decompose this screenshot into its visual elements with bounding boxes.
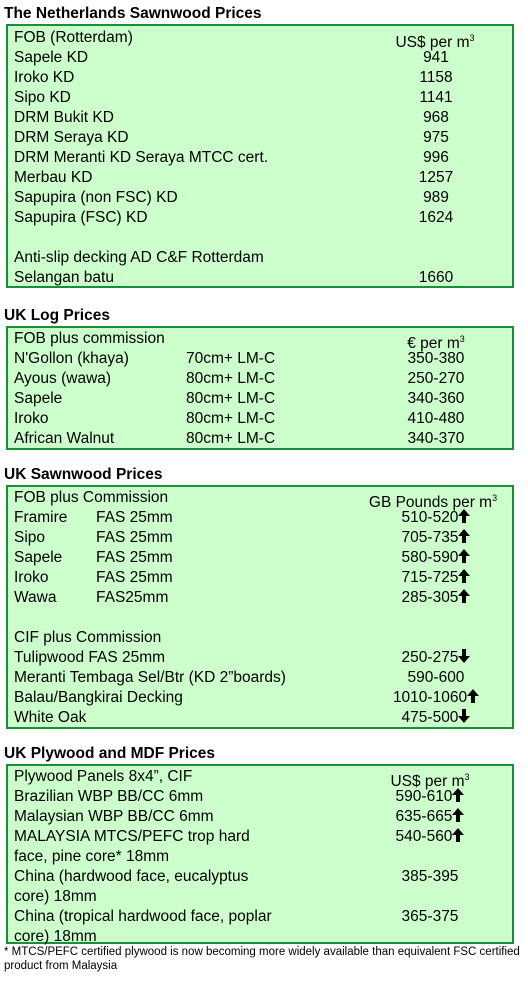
table-row-continuation: core) 18mm xyxy=(14,928,97,945)
row-name: Sipo KD xyxy=(14,89,71,106)
arrow-up-icon xyxy=(452,828,464,842)
row-price: 250-270 xyxy=(407,370,465,387)
row-name: Iroko xyxy=(14,410,49,427)
row-price: 715-725 xyxy=(376,568,496,588)
row-name: Malaysian WBP BB/CC 6mm xyxy=(14,808,214,825)
table-row xyxy=(14,108,508,128)
arrow-down-icon xyxy=(458,649,470,663)
table-row xyxy=(14,907,508,927)
row-price: 410-480 xyxy=(407,410,465,427)
nl-decking-label: Anti-slip decking AD C&F Rotterdam xyxy=(14,249,264,266)
row-price: 350-380 xyxy=(407,350,465,367)
table-row xyxy=(14,188,508,208)
log-header-unit: € per $m^3$ xyxy=(407,334,465,352)
row-spec: 80cm+ LM-C xyxy=(186,390,276,407)
row-price: 590-600 xyxy=(407,669,465,686)
row-spec: FAS 25mm xyxy=(96,549,173,566)
saw-section-title: UK Sawnwood Prices xyxy=(4,466,163,483)
row-spec: FAS25mm xyxy=(96,589,169,606)
row-price: 705-735 xyxy=(376,528,496,548)
row-price: 580-590 xyxy=(376,548,496,568)
table-row xyxy=(14,409,508,429)
table-row xyxy=(14,349,508,369)
row-name: Tulipwood FAS 25mm xyxy=(14,649,166,666)
row-name: Sapupira (non FSC) KD xyxy=(14,189,178,206)
table-row xyxy=(14,688,508,708)
nl-header-row xyxy=(14,28,508,51)
table-row xyxy=(14,168,508,188)
arrow-up-icon xyxy=(458,569,470,583)
table-row xyxy=(14,508,508,528)
row-name: Ayous (wawa) xyxy=(14,370,112,387)
row-spec: FAS 25mm xyxy=(96,529,173,546)
table-row xyxy=(14,807,508,827)
row-spec: 80cm+ LM-C xyxy=(186,370,276,387)
arrow-up-icon xyxy=(452,808,464,822)
table-row: Selangan batu 1660 xyxy=(14,269,454,286)
row-name: Sapele xyxy=(14,390,63,407)
row-name: DRM Meranti KD Seraya MTCC cert. xyxy=(14,149,269,166)
row-spec: FAS 25mm xyxy=(96,509,173,526)
log-price-table xyxy=(6,326,514,450)
row-name: Merbau KD xyxy=(14,169,93,186)
ply-header-unit: US$ per $m^3$ xyxy=(390,772,470,790)
nl-price-table xyxy=(6,24,514,288)
row-name: China (tropical hardwood face, poplar xyxy=(14,908,272,925)
table-row xyxy=(14,88,508,108)
table-row xyxy=(14,787,508,807)
saw-header-row xyxy=(14,488,508,511)
row-price: 996 xyxy=(423,149,449,166)
arrow-up-icon xyxy=(452,788,464,802)
row-price: 1257 xyxy=(418,169,454,186)
arrow-down-icon xyxy=(458,709,470,723)
table-row xyxy=(14,68,508,88)
row-name: Meranti Tembaga Sel/Btr (KD 2”boards) xyxy=(14,669,286,686)
ply-price-table xyxy=(6,764,514,944)
row-price: 941 xyxy=(423,49,449,66)
row-price: 540-560 xyxy=(370,827,490,847)
footnote: * MTCS/PEFC certified plywood is now becoming more widely available than equivalent FSC certified product from Malaysia xyxy=(4,946,520,972)
row-name: China (hardwood face, eucalyptus xyxy=(14,868,249,885)
row-name: Wawa xyxy=(14,589,57,606)
row-price: 1141 xyxy=(419,89,453,106)
row-name: Brazilian WBP BB/CC 6mm xyxy=(14,788,204,805)
table-row xyxy=(14,429,508,449)
row-name: Sapele KD xyxy=(14,49,89,66)
row-price: 975 xyxy=(423,129,449,146)
row-name: Sapupira (FSC) KD xyxy=(14,209,148,226)
nl-header-label: FOB (Rotterdam) xyxy=(14,29,133,46)
saw-cif-label: CIF plus Commission xyxy=(14,629,162,646)
table-row xyxy=(14,528,508,548)
row-name: DRM Seraya KD xyxy=(14,129,129,146)
table-row xyxy=(14,827,508,847)
nl-section-title: The Netherlands Sawnwood Prices xyxy=(4,5,262,22)
table-row xyxy=(14,668,508,688)
saw-header-label: FOB plus Commission xyxy=(14,489,169,506)
ply-header-row xyxy=(14,767,508,790)
table-row xyxy=(14,208,508,228)
arrow-up-icon xyxy=(458,509,470,523)
row-price: 385-395 xyxy=(401,868,459,885)
row-name: MALAYSIA MTCS/PEFC trop hard xyxy=(14,828,250,845)
table-row xyxy=(14,568,508,588)
row-name: DRM Bukit KD xyxy=(14,109,114,126)
table-row xyxy=(14,369,508,389)
arrow-up-icon xyxy=(458,529,470,543)
table-row xyxy=(14,867,508,887)
log-section-title: UK Log Prices xyxy=(4,307,110,324)
row-name: Sipo xyxy=(14,529,46,546)
table-row xyxy=(14,148,508,168)
row-price: 635-665 xyxy=(370,807,490,827)
row-price: 590-610 xyxy=(370,787,490,807)
row-name: Iroko xyxy=(14,569,49,586)
table-row xyxy=(14,588,508,608)
row-price: 285-305 xyxy=(376,588,496,608)
ply-header-label: Plywood Panels 8x4”, CIF xyxy=(14,768,193,785)
table-row-continuation: core) 18mm xyxy=(14,888,97,905)
row-name: Balau/Bangkirai Decking xyxy=(14,689,183,706)
row-spec: 70cm+ LM-C xyxy=(186,350,276,367)
ply-section-title: UK Plywood and MDF Prices xyxy=(4,745,216,762)
row-price: 475-500 xyxy=(376,708,496,728)
table-row xyxy=(14,128,508,148)
row-price: 510-520 xyxy=(376,508,496,528)
row-price: 340-360 xyxy=(407,390,465,407)
row-price: 1624 xyxy=(418,209,454,226)
arrow-up-icon xyxy=(467,689,479,703)
saw-price-table xyxy=(6,485,514,729)
row-spec: FAS 25mm xyxy=(96,569,173,586)
row-price: 365-375 xyxy=(401,908,459,925)
row-spec: 80cm+ LM-C xyxy=(186,410,276,427)
table-row xyxy=(14,548,508,568)
arrow-up-icon xyxy=(458,549,470,563)
row-price: 1010-1060 xyxy=(376,688,496,708)
table-row xyxy=(14,708,508,728)
arrow-up-icon xyxy=(458,589,470,603)
row-price: 340-370 xyxy=(407,430,465,447)
row-name: African Walnut xyxy=(14,430,115,447)
table-row xyxy=(14,648,508,668)
row-name: Iroko KD xyxy=(14,69,75,86)
table-row xyxy=(14,389,508,409)
row-spec: 80cm+ LM-C xyxy=(186,430,276,447)
table-row-continuation: face, pine core* 18mm xyxy=(14,848,170,865)
log-header-row xyxy=(14,329,508,352)
row-price: 989 xyxy=(423,189,449,206)
table-row xyxy=(14,48,508,68)
row-name: N'Gollon (khaya) xyxy=(14,350,129,367)
row-price: 250-275 xyxy=(376,648,496,668)
row-name: White Oak xyxy=(14,709,87,726)
row-price: 1158 xyxy=(419,69,453,86)
row-name: Framire xyxy=(14,509,68,526)
row-name: Sapele xyxy=(14,549,63,566)
log-header-label: FOB plus commission xyxy=(14,330,165,347)
nl-header-unit: US$ per $m^3$ xyxy=(395,33,475,51)
saw-header-unit: GB Pounds per $m^3$ xyxy=(368,493,498,511)
row-price: 968 xyxy=(423,109,449,126)
